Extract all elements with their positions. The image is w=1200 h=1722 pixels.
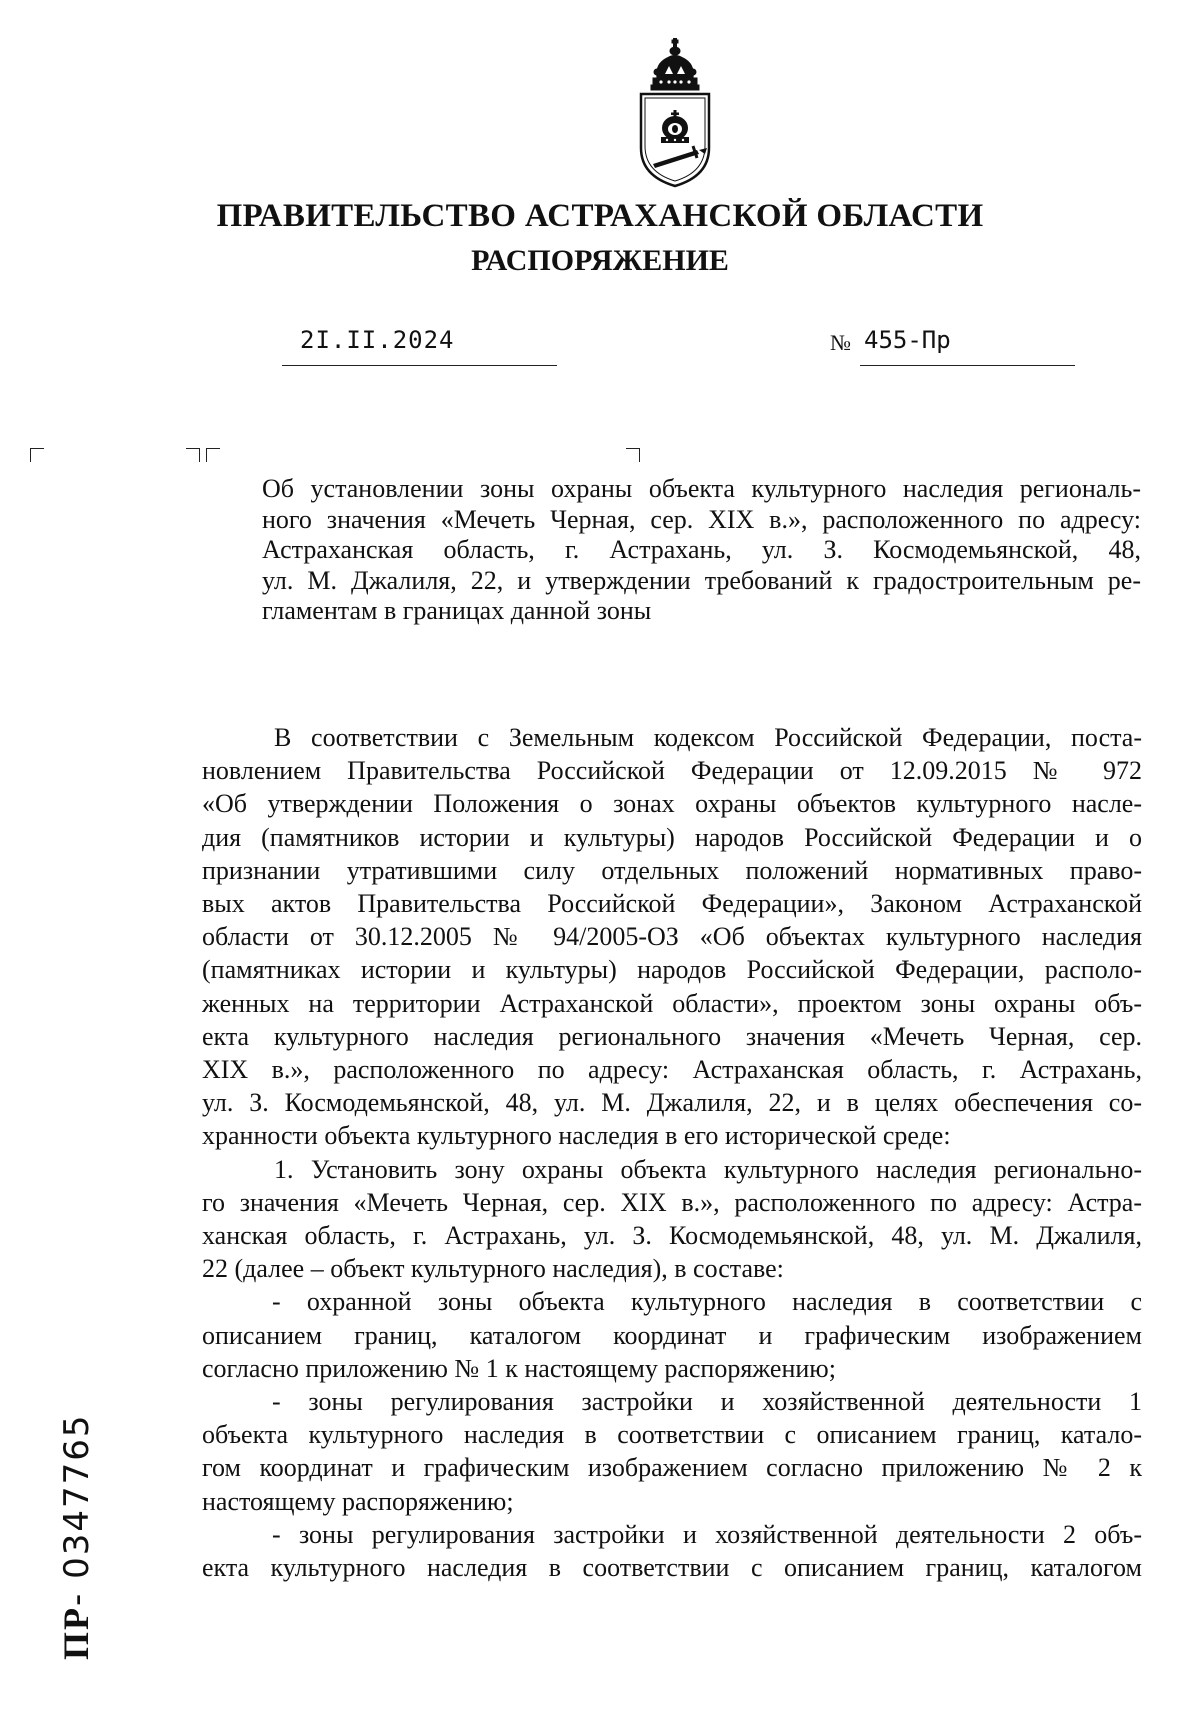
- body-line: 22 (далее – объект культурного наследия), в составе:: [202, 1254, 784, 1284]
- corner-mark-subject-right: [626, 448, 640, 462]
- coat-of-arms-icon: [635, 38, 715, 188]
- body-line: области от 30.12.2005 № 94/2005-ОЗ «Об объектах культурного наследия: [202, 922, 1142, 952]
- subject-line: ного значения «Мечеть Черная, сер. XIX в.», расположенного по адресу:: [262, 504, 1141, 534]
- corner-mark-subject-left-b: [206, 448, 220, 462]
- body-line: описанием границ, каталогом координат и графическим изображением: [202, 1320, 1142, 1350]
- body-line: В соответствии с Земельным кодексом Российской Федерации, поста-: [274, 723, 1142, 752]
- corner-mark-subject-left-a: [186, 448, 200, 462]
- corner-mark-left: [30, 448, 44, 462]
- body-line: - зоны регулирования застройки и хозяйственной деятельности 1: [272, 1387, 1142, 1417]
- side-stamp-serial: - 0347765: [57, 1413, 97, 1606]
- body-line: ханская область, г. Астрахань, ул. З. Космодемьянской, 48, ул. М. Джалиля,: [202, 1221, 1142, 1251]
- subject-line: Астраханская область, г. Астрахань, ул. З. Космодемьянской, 48,: [262, 535, 1141, 564]
- body-line: дия (памятников истории и культуры) народов Российской Федерации и о: [202, 822, 1142, 852]
- subject-line: ул. М. Джалиля, 22, и утверждении требований к градостроительным ре-: [262, 565, 1141, 595]
- body-line: (памятниках истории и культуры) народов Российской Федерации, располо-: [202, 955, 1142, 985]
- side-serial-stamp: [55, 1414, 97, 1661]
- side-stamp-prefix: ПР: [56, 1606, 96, 1660]
- body-line: ул. З. Космодемьянской, 48, ул. М. Джалиля, 22, и в целях обеспечения со-: [202, 1088, 1142, 1118]
- body-line: го значения «Мечеть Черная, сер. XIX в.», расположенного по адресу: Астра-: [202, 1187, 1142, 1217]
- body-line: екта культурного наследия регионального значения «Мечеть Черная, сер.: [202, 1021, 1142, 1051]
- body-line: настоящему распоряжению;: [202, 1486, 514, 1516]
- document-date: 2I.II.2024: [300, 326, 455, 354]
- body-line: «Об утверждении Положения о зонах охраны объектов культурного насле-: [202, 789, 1142, 819]
- body-line: вых актов Правительства Российской Федерации», Законом Астраханской: [202, 889, 1142, 919]
- body-line: женных на территории Астраханской области», проектом зоны охраны объ-: [202, 988, 1142, 1018]
- document-number: 455-Пр: [864, 326, 951, 354]
- body-line: XIX в.», расположенного по адресу: Астраханская область, г. Астрахань,: [202, 1055, 1142, 1085]
- body-line: 1. Установить зону охраны объекта культурного наследия регионально-: [274, 1154, 1142, 1184]
- body-line: согласно приложению № 1 к настоящему распоряжению;: [202, 1353, 836, 1383]
- body-line: новлением Правительства Российской Федерации от 12.09.2015 № 972: [202, 756, 1142, 786]
- subject-line: Об установлении зоны охраны объекта культурного наследия региональ-: [262, 474, 1141, 503]
- body-line: хранности объекта культурного наследия в его исторической среде:: [202, 1121, 951, 1151]
- body-line: - охранной зоны объекта культурного наследия в соответствии с: [272, 1287, 1142, 1317]
- number-sign: №: [830, 330, 851, 355]
- organization-title: ПРАВИТЕЛЬСТВО АСТРАХАНСКОЙ ОБЛАСТИ: [216, 198, 984, 234]
- subject-line: гламентам в границах данной зоны: [262, 596, 652, 625]
- body-line: екта культурного наследия в соответствии с описанием границ, каталогом: [202, 1553, 1142, 1583]
- document-body: [202, 721, 1142, 1584]
- body-line: - зоны регулирования застройки и хозяйственной деятельности 2 объ-: [272, 1519, 1142, 1549]
- body-line: гом координат и графическим изображением согласно приложению № 2 к: [202, 1453, 1142, 1483]
- document-type-title: РАСПОРЯЖЕНИЕ: [471, 244, 729, 277]
- document-subject: [262, 474, 1141, 627]
- body-line: признании утратившими силу отдельных положений нормативных право-: [202, 855, 1142, 885]
- body-line: объекта культурного наследия в соответствии с описанием границ, катало-: [202, 1420, 1142, 1450]
